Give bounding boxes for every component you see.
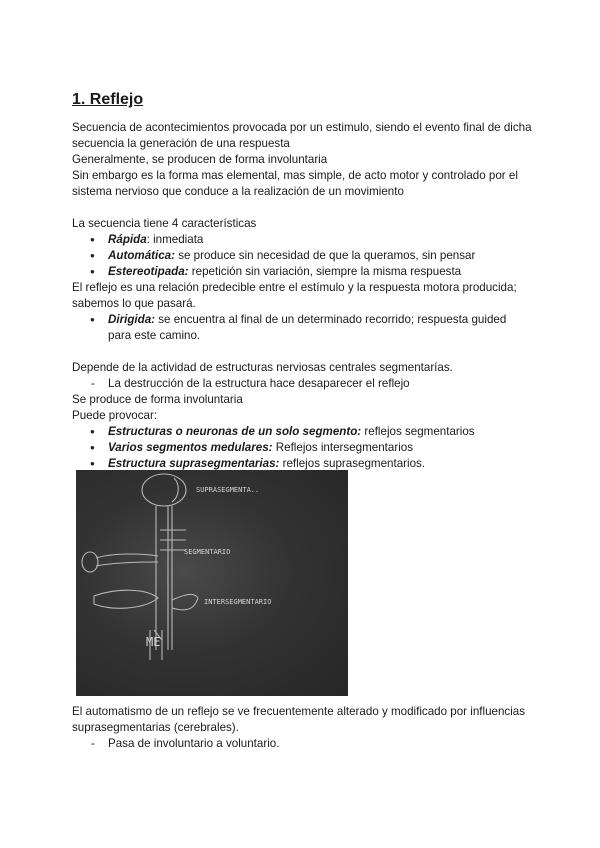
- list-item: - Pasa de involuntario a voluntario.: [72, 736, 532, 752]
- term: Dirigida:: [108, 313, 156, 326]
- description: : inmediata: [146, 233, 204, 246]
- characteristics-lead: La secuencia tiene 4 características: [72, 217, 257, 230]
- label-middle: SEGMENTARIO: [184, 548, 231, 556]
- description: reflejos suprasegmentarios.: [279, 457, 426, 470]
- term: Estructuras o neuronas de un solo segmento:: [108, 425, 362, 438]
- term: Automática:: [108, 249, 175, 262]
- intro-paragraph-1: Secuencia de acontecimientos provocada por un estimulo, siendo el evento final de dicha secuencia la generación de una respuesta: [72, 121, 532, 150]
- description: repetición sin variación, siempre la misma respuesta: [188, 265, 462, 278]
- description: se encuentra al final de un determinado recorrido; respuesta guided para este camino.: [108, 313, 507, 342]
- closing-section: [72, 704, 532, 752]
- chalkboard-photo: [76, 470, 348, 696]
- description: reflejos segmentarios: [361, 425, 475, 438]
- closing-dash-list: [72, 736, 532, 752]
- chalkboard-drawing: [76, 470, 348, 696]
- list-item: [72, 312, 532, 344]
- spacer: [72, 200, 532, 216]
- term: Estereotipada:: [108, 265, 189, 278]
- section-heading: 1. Reflejo: [72, 91, 144, 108]
- dependency-line-3: Puede provocar:: [72, 409, 158, 422]
- dependency-lead: Depende de la actividad de estructuras nerviosas centrales segmentarías.: [72, 361, 453, 374]
- closing-paragraph: El automatismo de un reflejo se ve frecuentemente alterado y modificado por influencias suprasegmentarias (cerebrales).: [72, 705, 526, 734]
- description: se produce sin necesidad de que la queramos, sin pensar: [175, 249, 476, 262]
- dependency-dash-list: [72, 376, 532, 392]
- term: Rápida: [108, 233, 147, 246]
- characteristics-list-cont: [72, 312, 532, 344]
- characteristics-note: El reflejo es una relación predecible entre el estímulo y la respuesta motora producida; sabemos lo que pasará.: [72, 281, 517, 310]
- list-item: [72, 424, 532, 440]
- list-item: [72, 440, 532, 456]
- list-item: [72, 248, 532, 264]
- document-body: [72, 88, 532, 472]
- characteristics-list: [72, 232, 532, 280]
- dependency-line-2: Se produce de forma involuntaria: [72, 393, 243, 406]
- spacer: [72, 344, 532, 360]
- intro-paragraph-3: Sin embargo es la forma mas elemental, mas simple, de acto motor y controlado por el sistema nervioso que conduce a la realización de un movimiento: [72, 169, 518, 198]
- list-item: [72, 232, 532, 248]
- label-base: ME: [146, 635, 161, 649]
- description: Reflejos intersegmentarios: [272, 441, 414, 454]
- list-item: [72, 264, 532, 280]
- term: Estructura suprasegmentarias:: [108, 457, 280, 470]
- label-bottom: INTERSEGMENTARIO: [204, 598, 272, 606]
- term: Varios segmentos medulares:: [108, 441, 273, 454]
- intro-paragraph-2: Generalmente, se producen de forma involuntaria: [72, 153, 328, 166]
- list-item: - La destrucción de la estructura hace desaparecer el reflejo: [72, 376, 532, 392]
- label-top: SUPRASEGMENTA..: [196, 486, 260, 494]
- reflex-types-list: [72, 424, 532, 472]
